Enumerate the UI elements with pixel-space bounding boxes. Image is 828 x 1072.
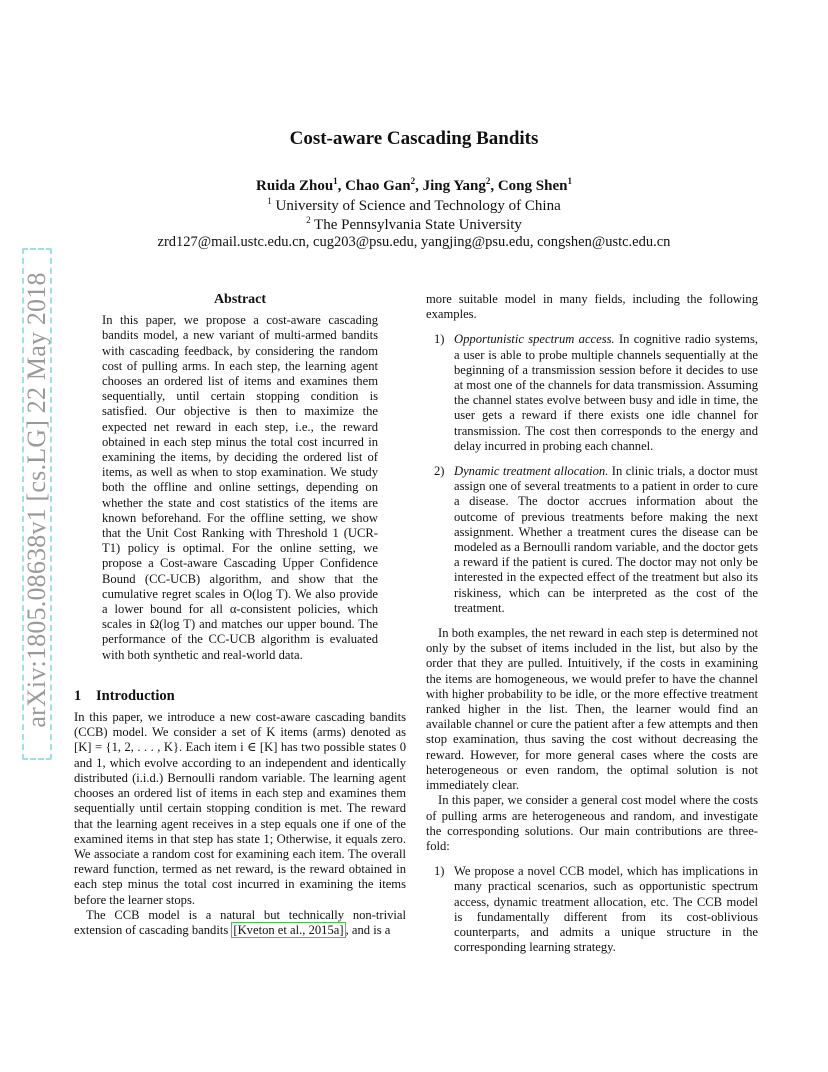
paper-title: Cost-aware Cascading Bandits xyxy=(289,128,539,149)
paragraph-both-examples: In both examples, the net reward in each step is determined not only by the subset of items included in the list, but also by the order that they are pulled. Intuitively, if the costs in examining the items are homogeneous, we would prefer to have the channel with higher probability to be idle, or the more effective treatment ranked higher in the list. Then, the learner would find an available channel or cure the patient after a few attempts and then stop examination, thus saving the cost without decreasing the reward. However, for more general cases where the costs are heterogeneous or even random, the optimal solution is not immediately clear. xyxy=(426,626,758,793)
right-column xyxy=(426,292,758,965)
arxiv-side-label xyxy=(0,240,60,760)
author-name: Chao Gan xyxy=(345,178,411,194)
author-name: Cong Shen xyxy=(497,178,568,194)
intro-paragraph-2: The CCB model is a natural but technically non-trivial extension of cascading bandits [Kveton et al., 2015a] , and is a xyxy=(74,907,406,937)
example-title: Opportunistic spectrum access. xyxy=(454,332,615,347)
abstract-text: In this paper, we propose a cost-aware cascading bandits model, a new variant of multi-armed bandits with cascading feedback, by considering the random cost of pulling arms. In each step, the learning agent chooses an ordered list of items and examines them sequentially, until certain stopping condition is satisfied. Our objective is then to maximize the expected net reward in each step, i.e., the reward obtained in each step minus the total cost incurred in examining the items, by deciding the ordered list of items, as well as when to stop examination. We study both the offline and online settings, depending on whether the state and cost statistics of the items are known beforehand. For the offline setting, we show that the Unit Cost Ranking with Threshold 1 (UCR-T1) policy is optimal. For the online setting, we propose a Cost-aware Cascading Upper Confidence Bound (CC-UCB) algorithm, and show that the cumulative regret scales in O(log T). We also provide a lower bound for all α-consistent policies, which scales in Ω(log T) and matches our upper bound. The performance of the CC-UCB algorithm is evaluated with both synthetic and real-world data. xyxy=(102,313,378,662)
arxiv-id: arXiv:1805.08638v1 [cs.LG] 22 May 2018 xyxy=(22,272,51,728)
affiliation-2: $^2$ The Pennsylvania State University xyxy=(306,215,522,233)
author-name: Ruida Zhou xyxy=(256,178,334,194)
right-intro-text: more suitable model in many fields, including the following examples. xyxy=(426,292,758,322)
author-emails: zrd127@mail.ustc.edu.cn, cug203@psu.edu, yangjing@psu.edu, congshen@ustc.edu.cn xyxy=(157,234,671,250)
intro-paragraph: In this paper, we introduce a new cost-aware cascading bandits (CCB) model. We consider a set of K items (arms) denoted as [K] = {1, 2, . . . , K}. Each item i ∈ [K] has two possible states 0 and 1, which evolve according to an independent and identically distributed (i.i.d.) Bernoulli random variable. The learning agent chooses an ordered list of items in each step and examines them sequentially until certain stopping condition is met. The reward that the learning agent receives in a step equals one if one of the examined items in that step has state 1; Otherwise, it equals zero. We associate a random cost for examining each item. The overall reward function, termed as net reward, is the reward obtained in each step minus the total cost incurred in examining the items before the learner stops. xyxy=(74,710,406,907)
contributions-list xyxy=(426,864,758,955)
author-list: Ruida Zhou$^1$, Chao Gan$^2$, Jing Yang$^2$, Cong Shen$^1$ xyxy=(256,176,572,194)
left-column xyxy=(74,292,406,938)
citation-link[interactable]: [Kveton et al., 2015a] xyxy=(233,922,344,937)
affiliation-1: $^1$ University of Science and Technology of China xyxy=(267,196,561,214)
author-name: Jing Yang xyxy=(422,178,486,194)
section-number: 1 xyxy=(74,687,82,704)
section-title: Introduction xyxy=(96,687,175,704)
list-item: 2) Dynamic treatment allocation. In clinic trials, a doctor must assign one of several treatments to a patient in order to cure a disease. The doctor accrues information about the outcome of previous treatments before making the next assignment. Whether a treatment cures the disease can be modeled as a Bernoulli random variable, and the doctor gets a reward if the patient is cured. The doctor may not only be interested in the expected effect of the treatment but also its riskiness, which can be interpreted as the cost of the treatment. xyxy=(434,464,758,615)
abstract-heading: Abstract xyxy=(213,292,267,307)
list-item: 1) Opportunistic spectrum access. In cognitive radio systems, a user is able to probe multiple channels sequentially at the beginning of a transmission session before it decides to use at most one of the channels for data transmission. Assuming the channel states evolve between busy and idle in time, the user gets a reward if there exists one idle channel for transmission. The cost then corresponds to the energy and delay incurred in probing each channel. xyxy=(434,332,759,453)
list-item: 1) We propose a novel CCB model, which has implications in many practical scenarios, such as opportunistic spectrum access, dynamic treatment allocation, etc. The CCB model is fundamentally different from its cost-oblivious counterparts, and admits a unique structure in the corresponding learning strategy. xyxy=(434,864,758,955)
examples-list xyxy=(426,332,758,616)
example-title: Dynamic treatment allocation. xyxy=(454,464,609,479)
paragraph-general-cost: In this paper, we consider a general cost model where the costs of pulling arms are heterogeneous and random, and investigate the corresponding solutions. Our main contributions are three-fold: xyxy=(426,793,758,853)
section-heading xyxy=(74,689,406,704)
